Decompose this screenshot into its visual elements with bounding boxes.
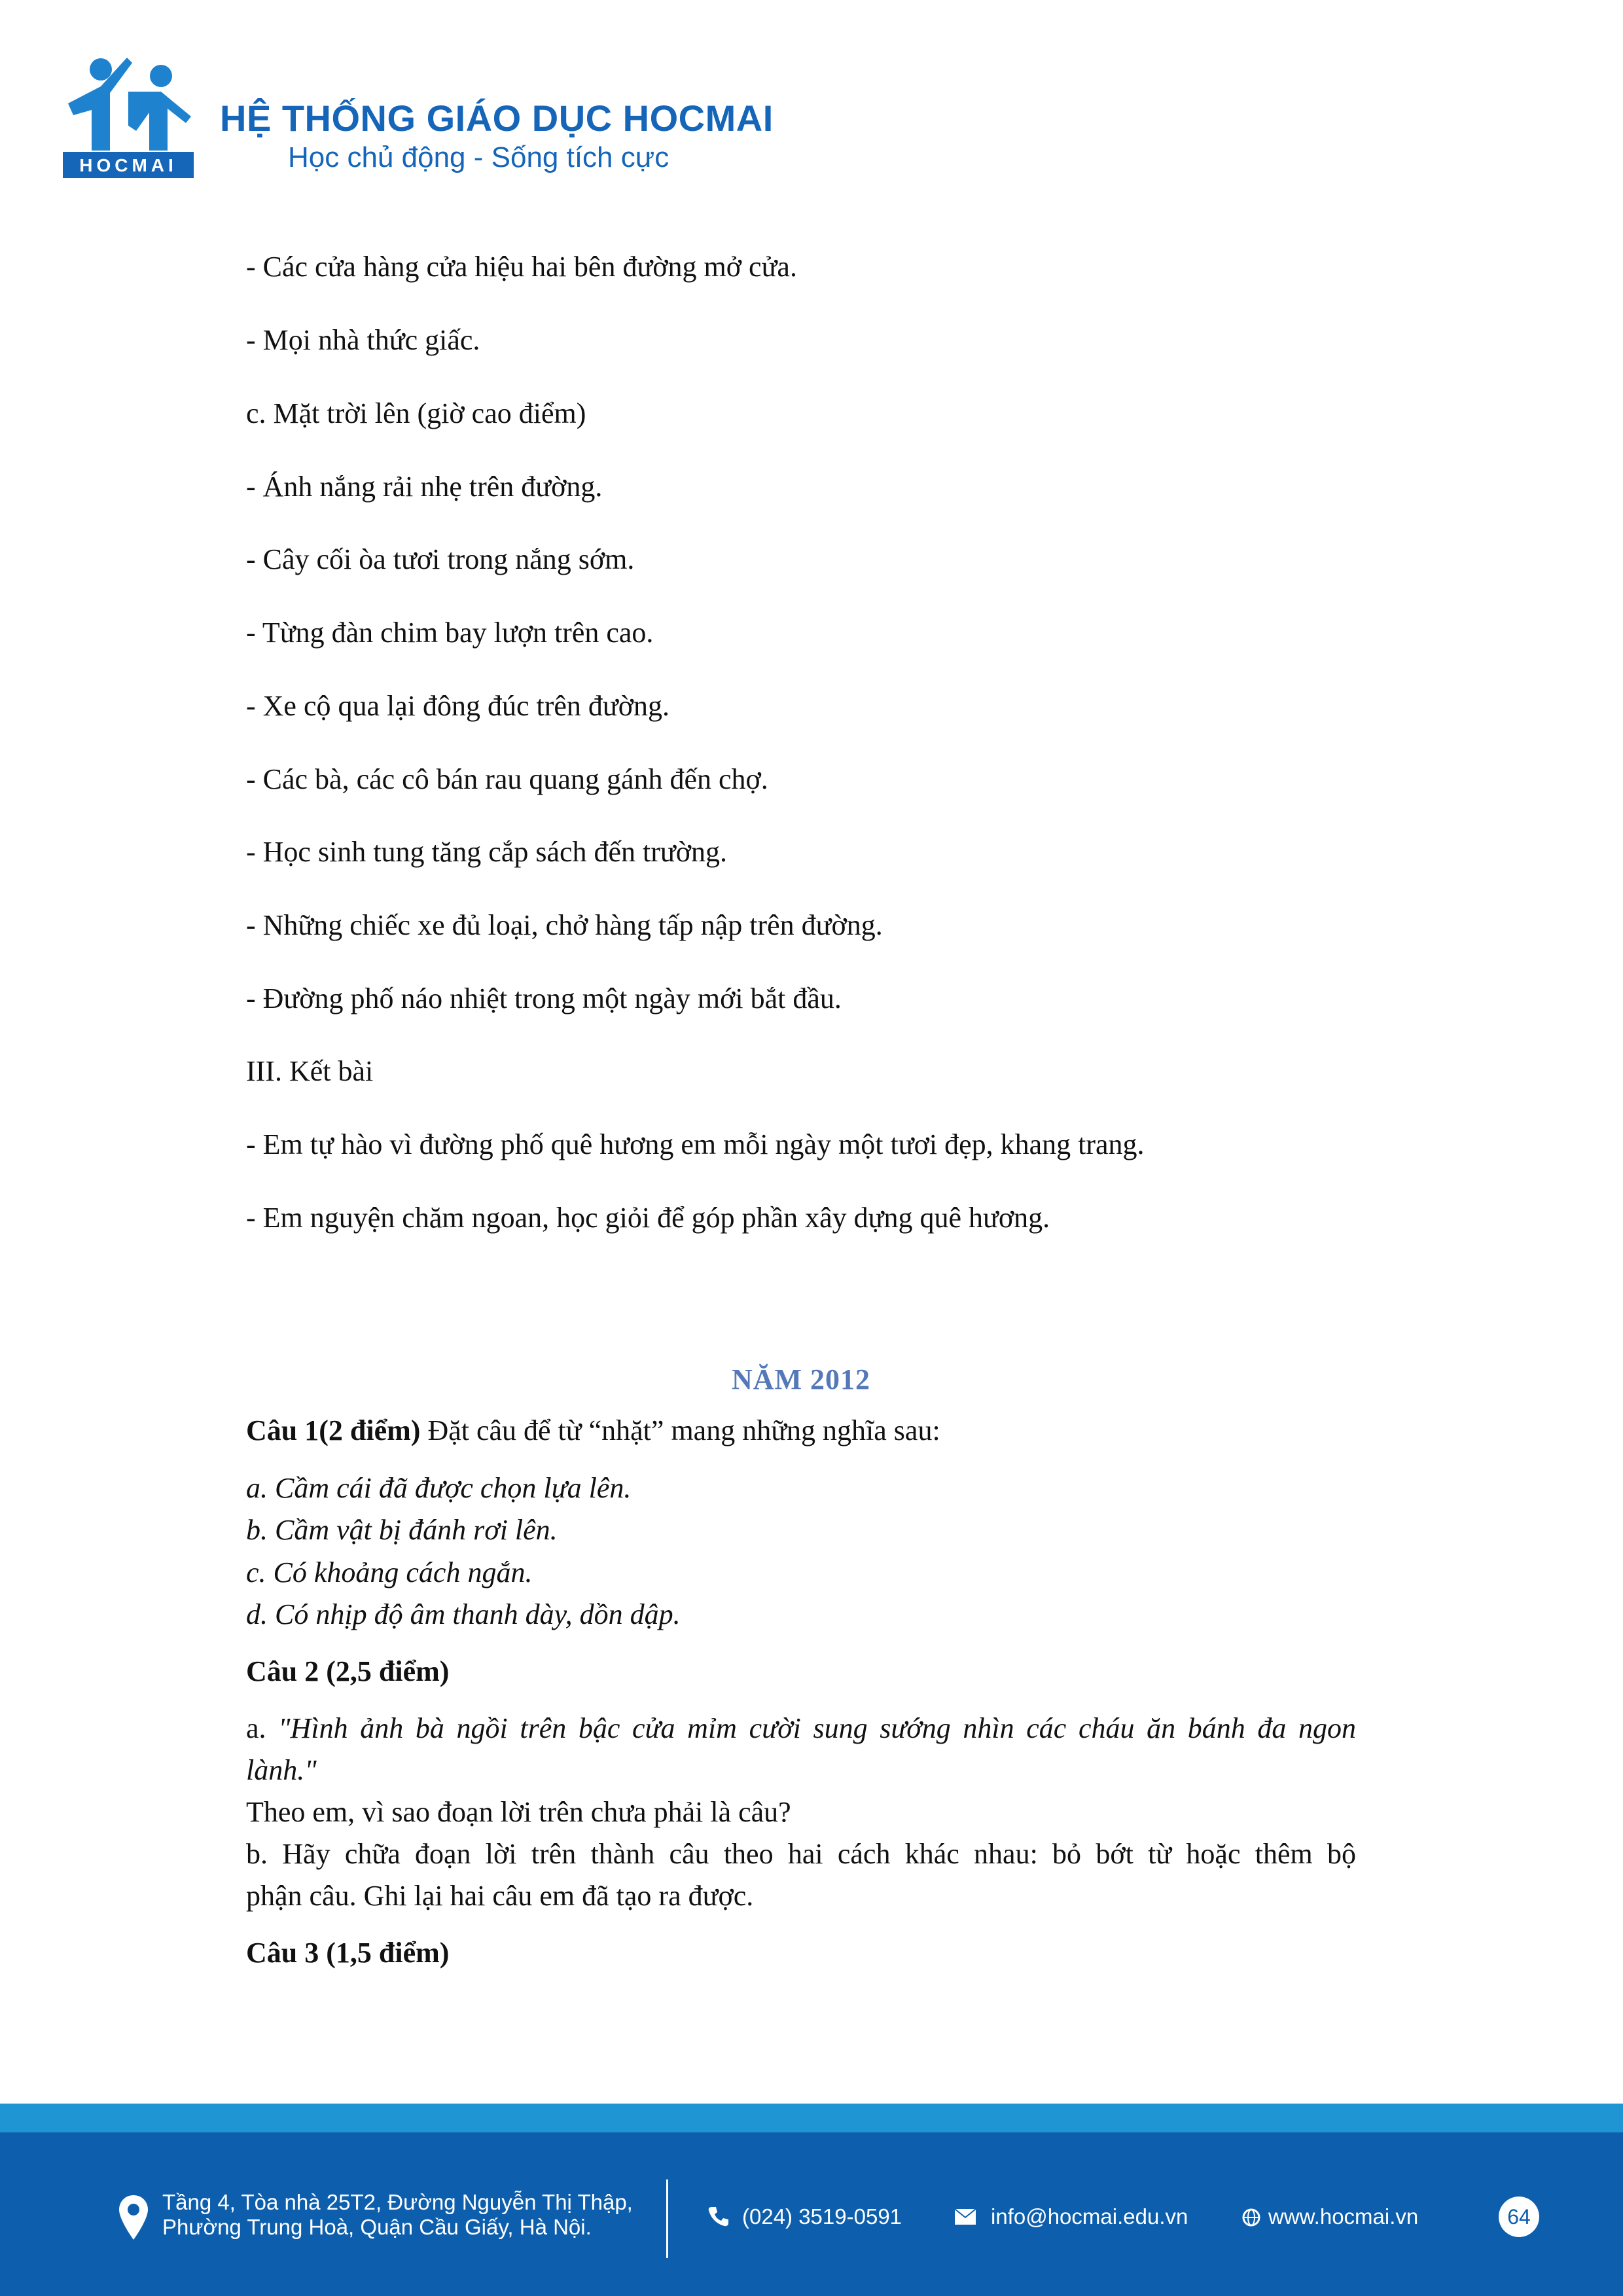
- question-2a-line1: [246, 1712, 1356, 1746]
- question-1-label: Câu 1(2 điểm): [246, 1414, 421, 1446]
- address-line: Phường Trung Hoà, Quận Cầu Giấy, Hà Nội.: [162, 2214, 592, 2239]
- footer-website[interactable]: www.hocmai.vn: [1268, 2204, 1419, 2229]
- text-line: - Những chiếc xe đủ loại, chở hàng tấp nập trên đường.: [246, 909, 883, 941]
- footer-email[interactable]: info@hocmai.edu.vn: [991, 2204, 1188, 2229]
- page-footer: [0, 2132, 1623, 2296]
- footer-stripe: [0, 2104, 1623, 2132]
- email-icon: [954, 2208, 976, 2225]
- text-line: - Ánh nắng rải nhẹ trên đường.: [246, 471, 603, 503]
- footer-phone[interactable]: (024) 3519-0591: [742, 2204, 902, 2229]
- footer-address: [162, 2190, 633, 2240]
- question-2a-quote: "Hình ảnh bà ngồi trên bậc cửa mỉm cười sung sướng nhìn các cháu ăn bánh đa ngon: [278, 1712, 1356, 1744]
- text-line: - Học sinh tung tăng cắp sách đến trường.: [246, 836, 728, 868]
- brand-title: HỆ THỐNG GIÁO DỤC HOCMAI: [220, 98, 774, 139]
- text-line: - Xe cộ qua lại đông đúc trên đường.: [246, 690, 670, 722]
- text-line: c. Mặt trời lên (giờ cao điểm): [246, 397, 586, 429]
- text-line: - Các bà, các cô bán rau quang gánh đến chợ.: [246, 763, 768, 795]
- option-line: c. Có khoảng cách ngắn.: [246, 1556, 533, 1588]
- text-line: - Đường phố náo nhiệt trong một ngày mới bắt đầu.: [246, 982, 842, 1014]
- text-line: - Các cửa hàng cửa hiệu hai bên đường mở cửa.: [246, 251, 797, 283]
- text-line: - Mọi nhà thức giấc.: [246, 324, 480, 356]
- text-line: - Em tự hào vì đường phố quê hương em mỗi ngày một tươi đẹp, khang trang.: [246, 1128, 1145, 1160]
- brand-slogan: Học chủ động - Sống tích cực: [288, 141, 669, 173]
- globe-icon: [1242, 2208, 1260, 2227]
- location-pin-icon: [118, 2194, 149, 2241]
- page-number: 64: [1499, 2197, 1539, 2237]
- question-2-prompt: Theo em, vì sao đoạn lời trên chưa phải là câu?: [246, 1796, 791, 1828]
- footer-divider: [666, 2179, 668, 2258]
- question-1: [246, 1414, 940, 1448]
- section-heading: III. Kết bài: [246, 1055, 374, 1087]
- address-line: Tầng 4, Tòa nhà 25T2, Đường Nguyễn Thị Thập,: [162, 2190, 633, 2214]
- question-2b-line2: phận câu. Ghi lại hai câu em đã tạo ra được.: [246, 1880, 754, 1912]
- option-line: b. Cầm vật bị đánh rơi lên.: [246, 1514, 558, 1546]
- question-2a-prefix: a.: [246, 1712, 279, 1744]
- year-heading: NĂM 2012: [731, 1363, 871, 1395]
- svg-text:HOCMAI: HOCMAI: [79, 155, 177, 175]
- text-line: - Em nguyện chăm ngoan, học giỏi để góp phần xây dựng quê hương.: [246, 1202, 1050, 1234]
- text-line: - Từng đàn chim bay lượn trên cao.: [246, 617, 654, 649]
- phone-icon: [707, 2204, 730, 2228]
- text-line: - Cây cối òa tươi trong nắng sớm.: [246, 543, 635, 575]
- question-2a-line2: lành.": [246, 1754, 317, 1786]
- question-2-label: Câu 2 (2,5 điểm): [246, 1655, 450, 1687]
- question-3-label: Câu 3 (1,5 điểm): [246, 1937, 450, 1969]
- page-header: [63, 52, 848, 183]
- option-line: a. Cầm cái đã được chọn lựa lên.: [246, 1472, 632, 1504]
- option-line: d. Có nhịp độ âm thanh dày, dồn dập.: [246, 1598, 681, 1630]
- question-1-text: Đặt câu để từ “nhặt” mang những nghĩa sau:: [420, 1414, 940, 1446]
- question-2b-line1: b. Hãy chữa đoạn lời trên thành câu theo hai cách khác nhau: bỏ bớt từ hoặc thêm bộ: [246, 1838, 1356, 1870]
- hocmai-logo: [63, 52, 194, 178]
